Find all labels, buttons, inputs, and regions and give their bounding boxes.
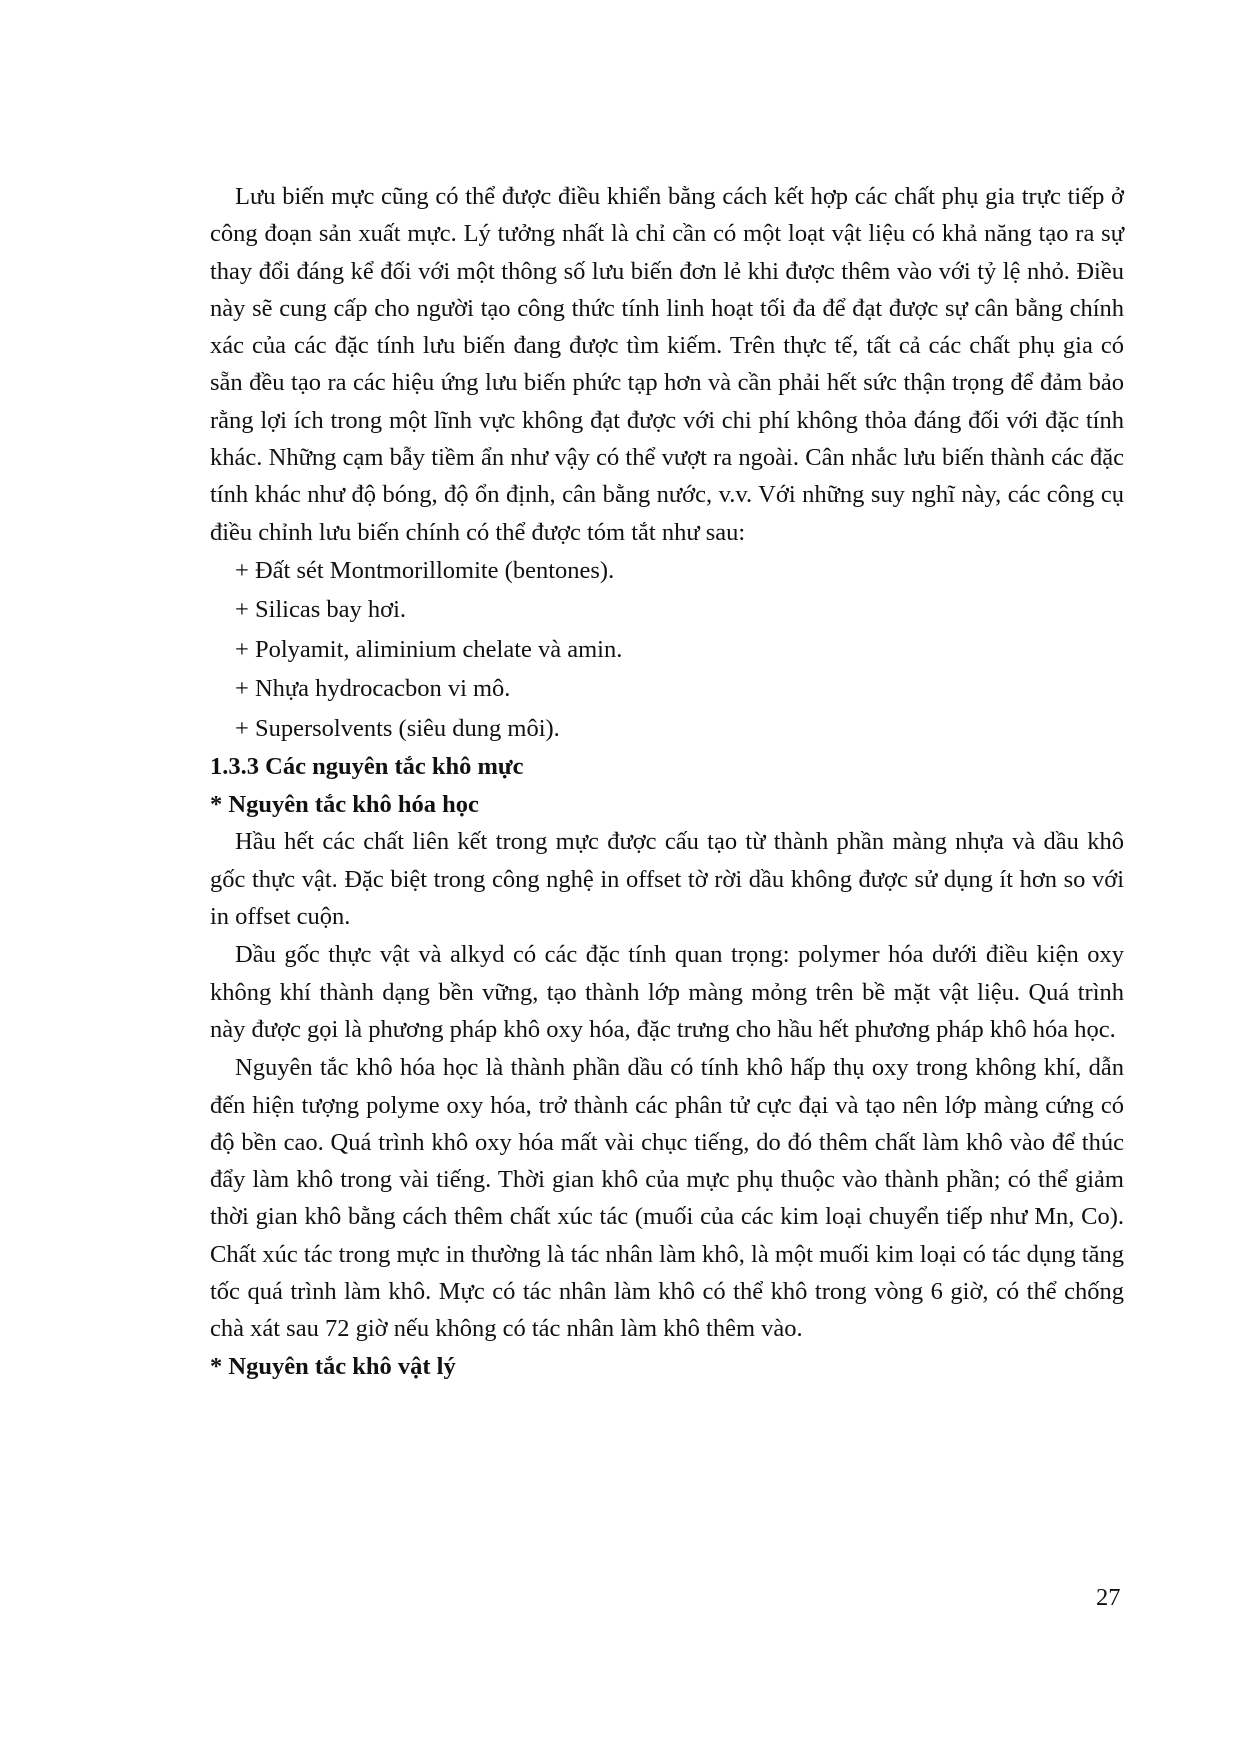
subheading-physical-drying: * Nguyên tắc khô vật lý xyxy=(210,1352,456,1380)
list-item: + Supersolvents (siêu dung môi). xyxy=(235,714,560,742)
page-content xyxy=(210,178,1124,1385)
rheology-tools-list xyxy=(210,551,1124,749)
list-item: + Nhựa hydrocacbon vi mô. xyxy=(235,675,511,703)
list-item: + Polyamit, aliminium chelate và amin. xyxy=(235,635,623,663)
paragraph-chemical-drying-principle: Nguyên tắc khô hóa học là thành phần dầu có tính khô hấp thụ oxy trong không khí, dẫn đến hiện tượng polyme oxy hóa, trở thành các phân tử cực đại và tạo nên lớp màng cứng có độ bền cao. Quá trình khô oxy hóa mất vài chục tiếng, do đó thêm chất làm khô vào để thúc đẩy làm khô trong vài tiếng. Thời gian khô của mực phụ thuộc vào thành phần; có thể giảm thời gian khô bằng cách thêm chất xúc tác (muối của các kim loại chuyển tiếp như Mn, Co). Chất xúc tác trong mực in thường là tác nhân làm khô, là một muối kim loại có tác dụng tăng tốc quá trình làm khô. Mực có tác nhân làm khô có thể khô trong vòng 6 giờ, có thể chống chà xát sau 72 giờ nếu không có tác nhân làm khô thêm vào. xyxy=(210,1054,1124,1343)
paragraph-binders: Hầu hết các chất liên kết trong mực được cấu tạo từ thành phần màng nhựa và dầu khô gốc thực vật. Đặc biệt trong công nghệ in offset tờ rời dầu không được sử dụng ít hơn so với in offset cuộn. xyxy=(210,828,1124,931)
subheading-chemical-drying: * Nguyên tắc khô hóa học xyxy=(210,790,479,818)
section-heading: 1.3.3 Các nguyên tắc khô mực xyxy=(210,753,524,781)
list-item: + Silicas bay hơi. xyxy=(235,596,407,624)
page-number: 27 xyxy=(1096,1584,1121,1611)
paragraph-rheology: Lưu biến mực cũng có thể được điều khiển bằng cách kết hợp các chất phụ gia trực tiếp ở công đoạn sản xuất mực. Lý tưởng nhất là chỉ cần có một loạt vật liệu có khả năng tạo ra sự thay đổi đáng kể đối với một thông số lưu biến đơn lẻ khi được thêm vào với tỷ lệ nhỏ. Điều này sẽ cung cấp cho người tạo công thức tính linh hoạt tối đa để đạt được sự cân bằng chính xác của các đặc tính lưu biến đang được tìm kiếm. Trên thực tế, tất cả các chất phụ gia có sẵn đều tạo ra các hiệu ứng lưu biến phức tạp hơn và cần phải hết sức thận trọng để đảm bảo rằng lợi ích trong một lĩnh vực không đạt được với chi phí không thỏa đáng đối với đặc tính khác. Những cạm bẫy tiềm ẩn như vậy có thể vượt ra ngoài. Cân nhắc lưu biến thành các đặc tính khác như độ bóng, độ ổn định, cân bằng nước, v.v. Với những suy nghĩ này, các công cụ điều chỉnh lưu biến chính có thể được tóm tắt như sau: xyxy=(210,183,1124,546)
list-item: + Đất sét Montmorillomite (bentones). xyxy=(235,556,615,584)
paragraph-vegetable-oils: Dầu gốc thực vật và alkyd có các đặc tính quan trọng: polymer hóa dưới điều kiện oxy không khí thành dạng bền vững, tạo thành lớp màng mỏng trên bề mặt vật liệu. Quá trình này được gọi là phương pháp khô oxy hóa, đặc trưng cho hầu hết phương pháp khô hóa học. xyxy=(210,941,1124,1043)
